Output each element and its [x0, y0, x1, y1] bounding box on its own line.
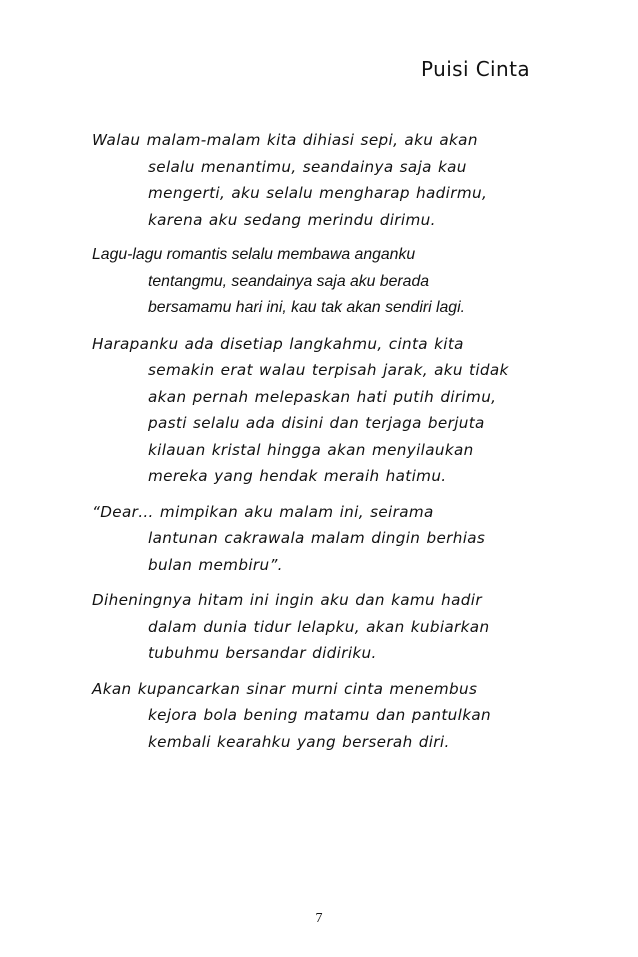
- stanza-line: pasti selalu ada disini dan terjaga berjuta: [148, 414, 485, 432]
- stanza-line: Walau malam-malam kita dihiasi sepi, aku akan: [92, 131, 478, 149]
- stanza-1: [92, 127, 532, 233]
- stanza-line: bulan membiru”.: [148, 555, 283, 574]
- stanza-line: Lagu-lagu romantis selalu membawa anganku: [92, 246, 416, 263]
- stanza-line: selalu menantimu, seandainya saja kau: [148, 157, 467, 176]
- stanza-line: tubuhmu bersandar didiriku.: [148, 644, 377, 662]
- stanza-6: [92, 676, 532, 756]
- stanza-line: kembali kearahku yang berserah diri.: [148, 732, 450, 751]
- stanza-4: [92, 499, 532, 579]
- stanza-line: “Dear… mimpikan aku malam ini, seirama: [92, 502, 434, 521]
- stanza-line: mereka yang hendak meraih hatimu.: [148, 467, 447, 485]
- stanza-line: kilauan kristal hingga akan menyilaukan: [148, 440, 474, 459]
- page-number: 7: [315, 911, 323, 926]
- stanza-2: [92, 242, 532, 322]
- stanza-3: [92, 331, 532, 490]
- stanza-line: lantunan cakrawala malam dingin berhias: [148, 529, 486, 547]
- stanza-line: mengerti, aku selalu mengharap hadirmu,: [148, 184, 488, 202]
- poem-body: [92, 127, 532, 764]
- stanza-line: tentangmu, seandainya saja aku berada: [148, 272, 430, 290]
- stanza-line: Harapanku ada disetiap langkahmu, cinta kita: [92, 334, 464, 353]
- stanza-line: Akan kupancarkan sinar murni cinta menembus: [92, 679, 478, 698]
- stanza-line: dalam dunia tidur lelapku, akan kubiarkan: [148, 617, 490, 636]
- stanza-line: akan pernah melepaskan hati putih dirimu,: [148, 387, 497, 406]
- stanza-line: Diheningnya hitam ini ingin aku dan kamu hadir: [92, 591, 482, 609]
- stanza-line: bersamamu hari ini, kau tak akan sendiri lagi.: [148, 299, 465, 316]
- page-title: Puisi Cinta: [421, 57, 530, 81]
- stanza-5: [92, 587, 532, 667]
- stanza-line: semakin erat walau terpisah jarak, aku tidak: [148, 361, 509, 379]
- stanza-line: karena aku sedang merindu dirimu.: [148, 210, 436, 229]
- stanza-line: kejora bola bening matamu dan pantulkan: [148, 706, 492, 724]
